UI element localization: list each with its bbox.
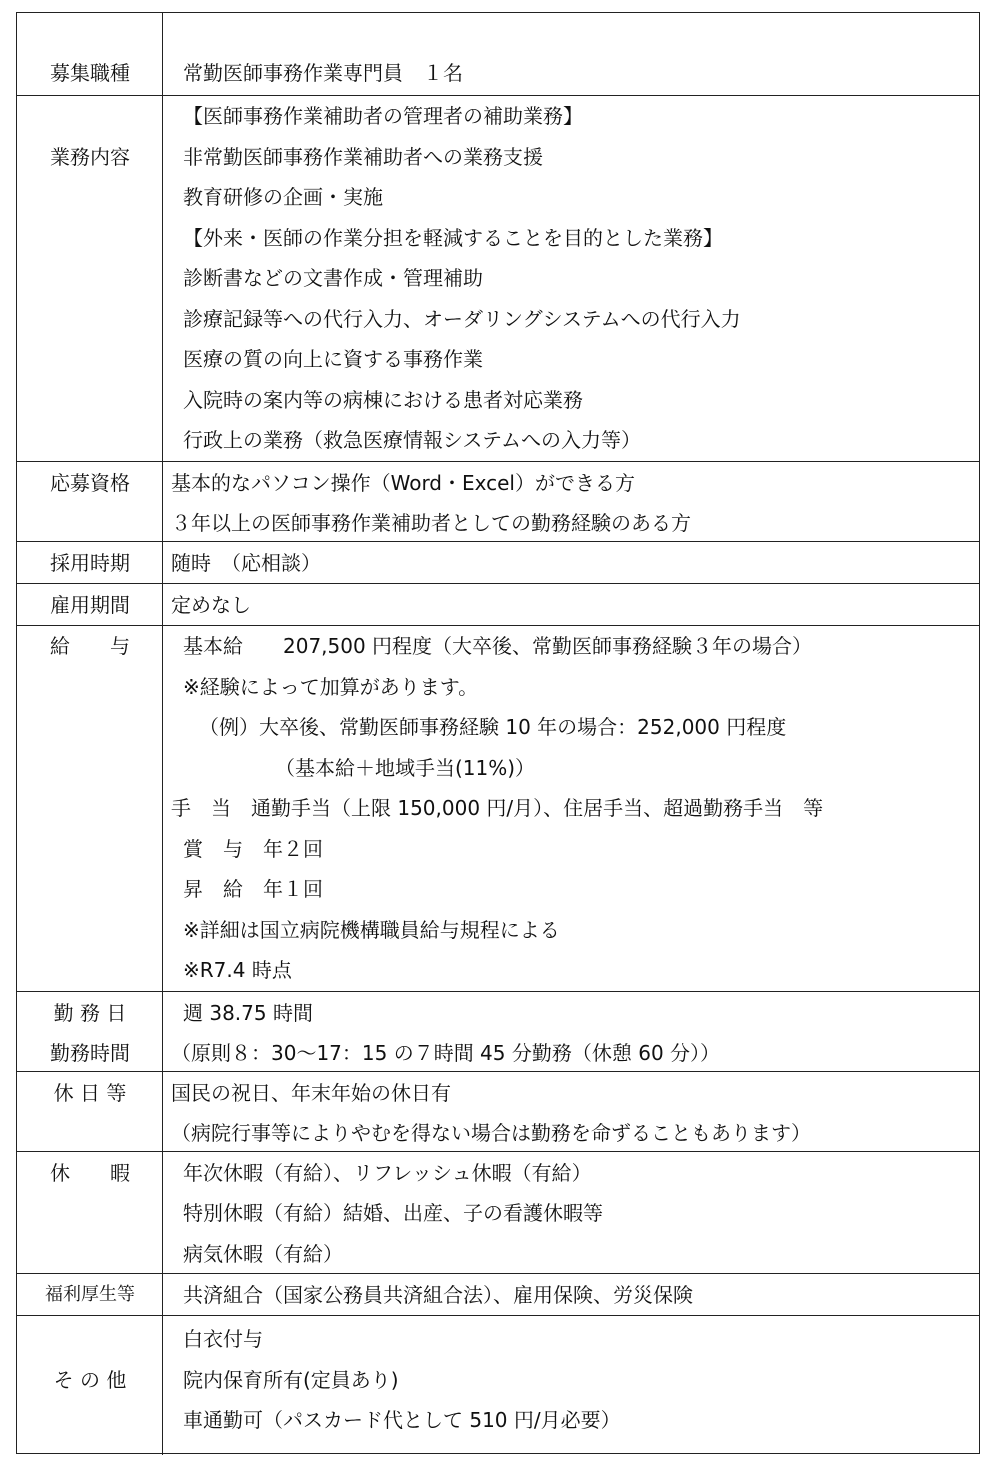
row-line: 週 38.75 時間 [183,1001,313,1025]
row-line: ※R7.4 時点 [183,958,292,982]
row-line: 賞 与 年２回 [183,837,323,861]
row-line: 診療記録等への代行入力、オーダリングシステムへの代行入力 [183,307,741,331]
row-label: そ の 他 [53,1368,127,1392]
row-label-cell [17,992,163,1071]
row-line: 随時 （応相談） [171,551,321,575]
row-label-secondary: 勤務時間 [50,1041,130,1065]
row-line: 定めなし [171,593,251,617]
row-line: ※詳細は国立病院機構職員給与規程による [183,918,560,942]
row-line: 診断書などの文書作成・管理補助 [183,266,483,290]
row-line: （原則８：30～17：15 の７時間 45 分勤務（休憩 60 分）） [171,1041,721,1065]
row-line: 医療の質の向上に資する事務作業 [183,347,483,371]
row-label-cell [17,462,163,541]
row-line: 国民の祝日、年末年始の休日有 [171,1081,451,1105]
row-label-cell [17,1274,163,1315]
row-line: 年次休暇（有給）、リフレッシュ休暇（有給） [183,1161,592,1185]
row-label: 採用時期 [50,551,130,575]
row-line: （例）大卒後、常勤医師事務経験 10 年の場合：252,000 円程度 [199,715,787,739]
row-label-cell [17,13,163,95]
row-line: 病気休暇（有給） [183,1242,343,1266]
row-line: ３年以上の医師事務作業補助者としての勤務経験のある方 [171,511,691,535]
row-line: 【外来・医師の作業分担を軽減することを目的とした業務】 [183,226,723,250]
row-holidays [17,1071,979,1151]
row-label-cell [17,584,163,625]
row-line: 教育研修の企画・実施 [183,185,383,209]
row-leave [17,1151,979,1273]
row-line: 基本的なパソコン操作（Word・Excel）ができる方 [171,471,635,495]
row-line: ※経験によって加算があります。 [183,675,479,699]
row-line: 車通勤可（パスカード代として 510 円/月必要） [183,1408,621,1432]
row-line: （病院行事等によりやむを得ない場合は勤務を命ずることもあります） [171,1121,811,1145]
row-line: 特別休暇（有給）結婚、出産、子の看護休暇等 [183,1201,603,1225]
row-line: 入院時の案内等の病棟における患者対応業務 [183,388,583,412]
row-duties [17,95,979,461]
row-label: 業務内容 [50,145,130,169]
row-label-cell [17,542,163,583]
row-position [17,13,979,95]
row-line: 常勤医師事務作業専門員 １名 [183,61,463,85]
job-posting-table [16,12,980,1454]
row-line: 行政上の業務（救急医療情報システムへの入力等） [183,428,641,452]
row-label: 休 暇 [50,1161,130,1185]
row-label: 休 日 等 [53,1081,127,1105]
row-qualifications [17,461,979,541]
row-label: 応募資格 [50,471,130,495]
row-line: 共済組合（国家公務員共済組合法）、雇用保険、労災保険 [183,1283,693,1307]
row-label: 福利厚生等 [45,1284,135,1305]
row-label-cell [17,1152,163,1273]
row-label: 勤 務 日 [53,1001,127,1025]
row-label-cell [17,1072,163,1151]
row-line: 基本給 207,500 円程度（大卒後、常勤医師事務経験３年の場合） [183,634,813,658]
row-label-cell [17,626,163,991]
row-line: 白衣付与 [183,1327,263,1351]
row-line: 院内保育所有(定員あり) [183,1368,399,1392]
row-employment-period [17,583,979,625]
row-hiring-time [17,541,979,583]
row-other [17,1315,979,1455]
row-label: 雇用期間 [50,593,130,617]
row-work-days [17,991,979,1071]
row-line: 昇 給 年１回 [183,877,323,901]
row-line: 手 当 通勤手当（上限 150,000 円/月）、住居手当、超過勤務手当 等 [171,796,824,820]
row-salary [17,625,979,991]
row-label: 募集職種 [50,61,130,85]
row-line: （基本給＋地域手当(11%)） [275,756,536,780]
row-label-cell [17,1316,163,1455]
row-line: 【医師事務作業補助者の管理者の補助業務】 [183,104,583,128]
row-label: 給 与 [50,634,130,658]
row-line: 非常勤医師事務作業補助者への業務支援 [183,145,543,169]
row-welfare [17,1273,979,1315]
row-label-cell [17,96,163,461]
